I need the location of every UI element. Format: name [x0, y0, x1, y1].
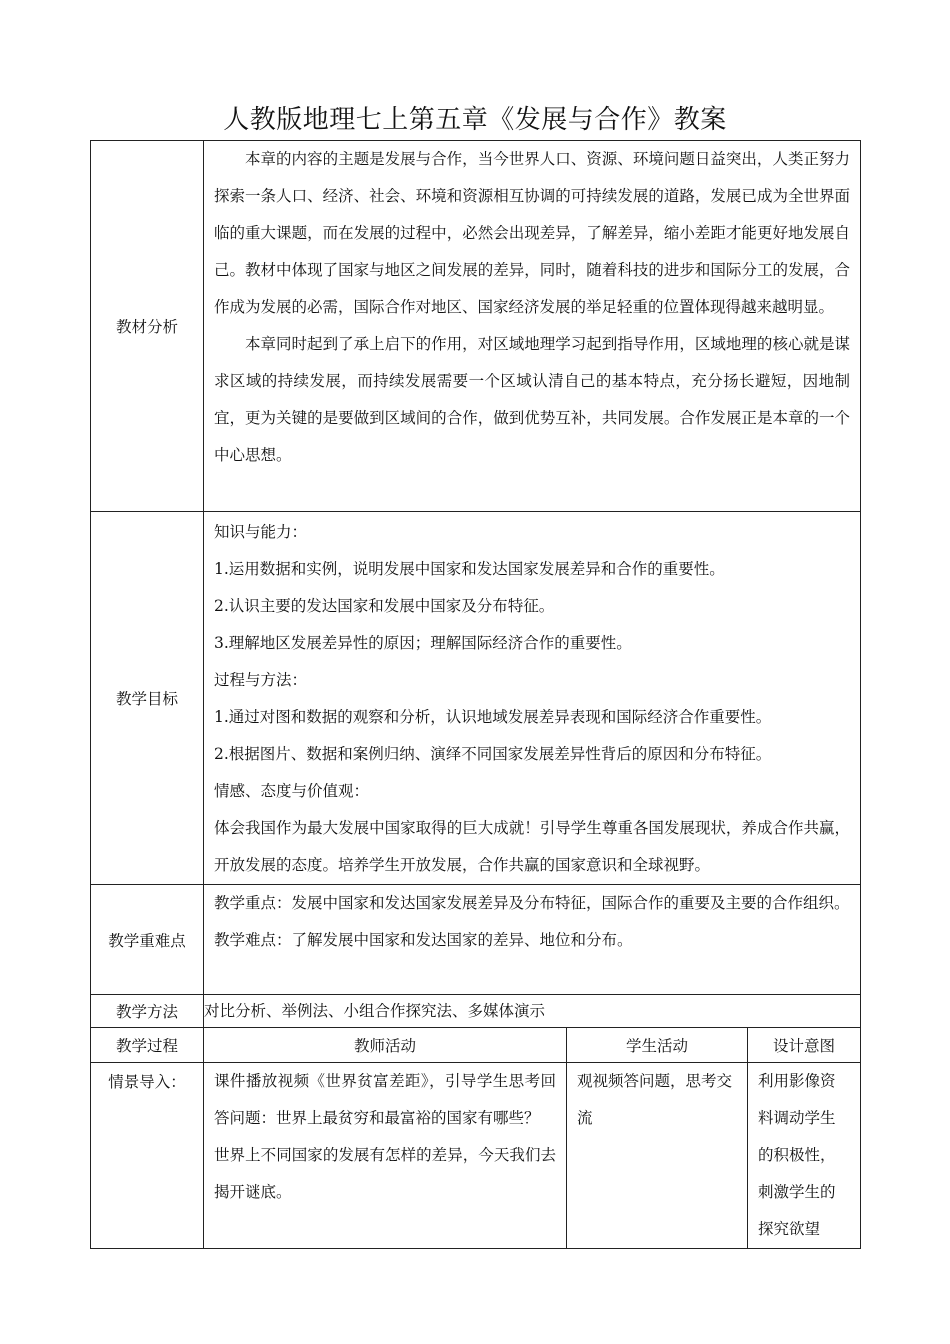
objective-line: 体会我国作为最大发展中国家取得的巨大成就！引导学生尊重各国发展现状，养成合作共赢，开放发展的态度。培养学生开放发展，合作共赢的国家意识和全球视野。: [214, 819, 851, 874]
intro-row: [91, 1063, 861, 1249]
intro-intent: [748, 1063, 861, 1249]
objective-line: 过程与方法：: [214, 671, 308, 689]
objective-line: 2.认识主要的发达国家和发展中国家及分布特征。: [214, 597, 555, 615]
objective-line: 3.理解地区发展差异性的原因；理解国际经济合作的重要性。: [214, 634, 632, 652]
methods-content: 对比分析、举例法、小组合作探究法、多媒体演示: [204, 995, 861, 1028]
intent-text: 利用影像资料调动学生的积极性，刺激学生的探究欲望: [758, 1072, 836, 1238]
key-points-label: 教学重难点: [91, 885, 204, 995]
analysis-label: 教材分析: [91, 141, 204, 512]
objective-line: 2.根据图片、数据和案例归纳、演绎不同国家发展差异性背后的原因和分布特征。: [214, 745, 772, 763]
methods-row: [91, 995, 861, 1028]
key-points-content: [204, 885, 861, 995]
teacher-line: 世界上不同国家的发展有怎样的差异，今天我们去揭开谜底。: [214, 1146, 556, 1201]
process-header-intent: 设计意图: [748, 1028, 861, 1063]
objective-line: 1.通过对图和数据的观察和分析，认识地域发展差异表现和国际经济合作重要性。: [214, 708, 772, 726]
methods-label: 教学方法: [91, 995, 204, 1028]
intro-teacher: [204, 1063, 567, 1249]
intro-stage: [91, 1063, 204, 1249]
objectives-label: 教学目标: [91, 512, 204, 885]
intro-student: [567, 1063, 748, 1249]
process-header-teacher: 教师活动: [204, 1028, 567, 1063]
objectives-content: [204, 512, 861, 885]
student-text: 观视频答问题，思考交流: [577, 1072, 733, 1127]
objective-line: 知识与能力：: [214, 523, 308, 541]
objective-line: 情感、态度与价值观：: [214, 782, 370, 800]
process-header-stage: 教学过程: [91, 1028, 204, 1063]
teacher-line: 课件播放视频《世界贫富差距》，引导学生思考回答问题：世界上最贫穷和最富裕的国家有哪些？: [214, 1072, 556, 1127]
objectives-row: [91, 512, 861, 885]
analysis-row: [91, 141, 861, 512]
process-header-row: [91, 1028, 861, 1063]
key-points-row: [91, 885, 861, 995]
page-title: 人教版地理七上第五章《发展与合作》教案: [223, 105, 727, 135]
analysis-paragraph: 本章同时起到了承上启下的作用，对区域地理学习起到指导作用，区域地理的核心就是谋求区域的持续发展，而持续发展需要一个区域认清自己的基本特点，充分扬长避短，因地制宜，更为关键的是要做到区域间的合作，做到优势互补，共同发展。合作发展正是本章的一个中心思想。: [214, 335, 851, 464]
intro-stage-label: 情景导入：: [108, 1073, 186, 1091]
analysis-content: [204, 141, 861, 512]
analysis-paragraph: 本章的内容的主题是发展与合作，当今世界人口、资源、环境问题日益突出，人类正努力探索一条人口、经济、社会、环境和资源相互协调的可持续发展的道路，发展已成为全世界面临的重大课题，而在发展的过程中，必然会出现差异，了解差异，缩小差距才能更好地发展自己。教材中体现了国家与地区之间发展的差异，同时，随着科技的进步和国际分工的发展，合作成为发展的必需，国际合作对地区、国家经济发展的举足轻重的位置体现得越来越明显。: [214, 150, 851, 316]
lesson-plan-table: [90, 140, 861, 1249]
key-point-line: 教学难点：了解发展中国家和发达国家的差异、地位和分布。: [214, 931, 633, 949]
key-point-line: 教学重点：发展中国家和发达国家发展差异及分布特征，国际合作的重要及主要的合作组织。: [214, 894, 850, 912]
process-header-student: 学生活动: [567, 1028, 748, 1063]
objective-line: 1.运用数据和实例，说明发展中国家和发达国家发展差异和合作的重要性。: [214, 560, 725, 578]
